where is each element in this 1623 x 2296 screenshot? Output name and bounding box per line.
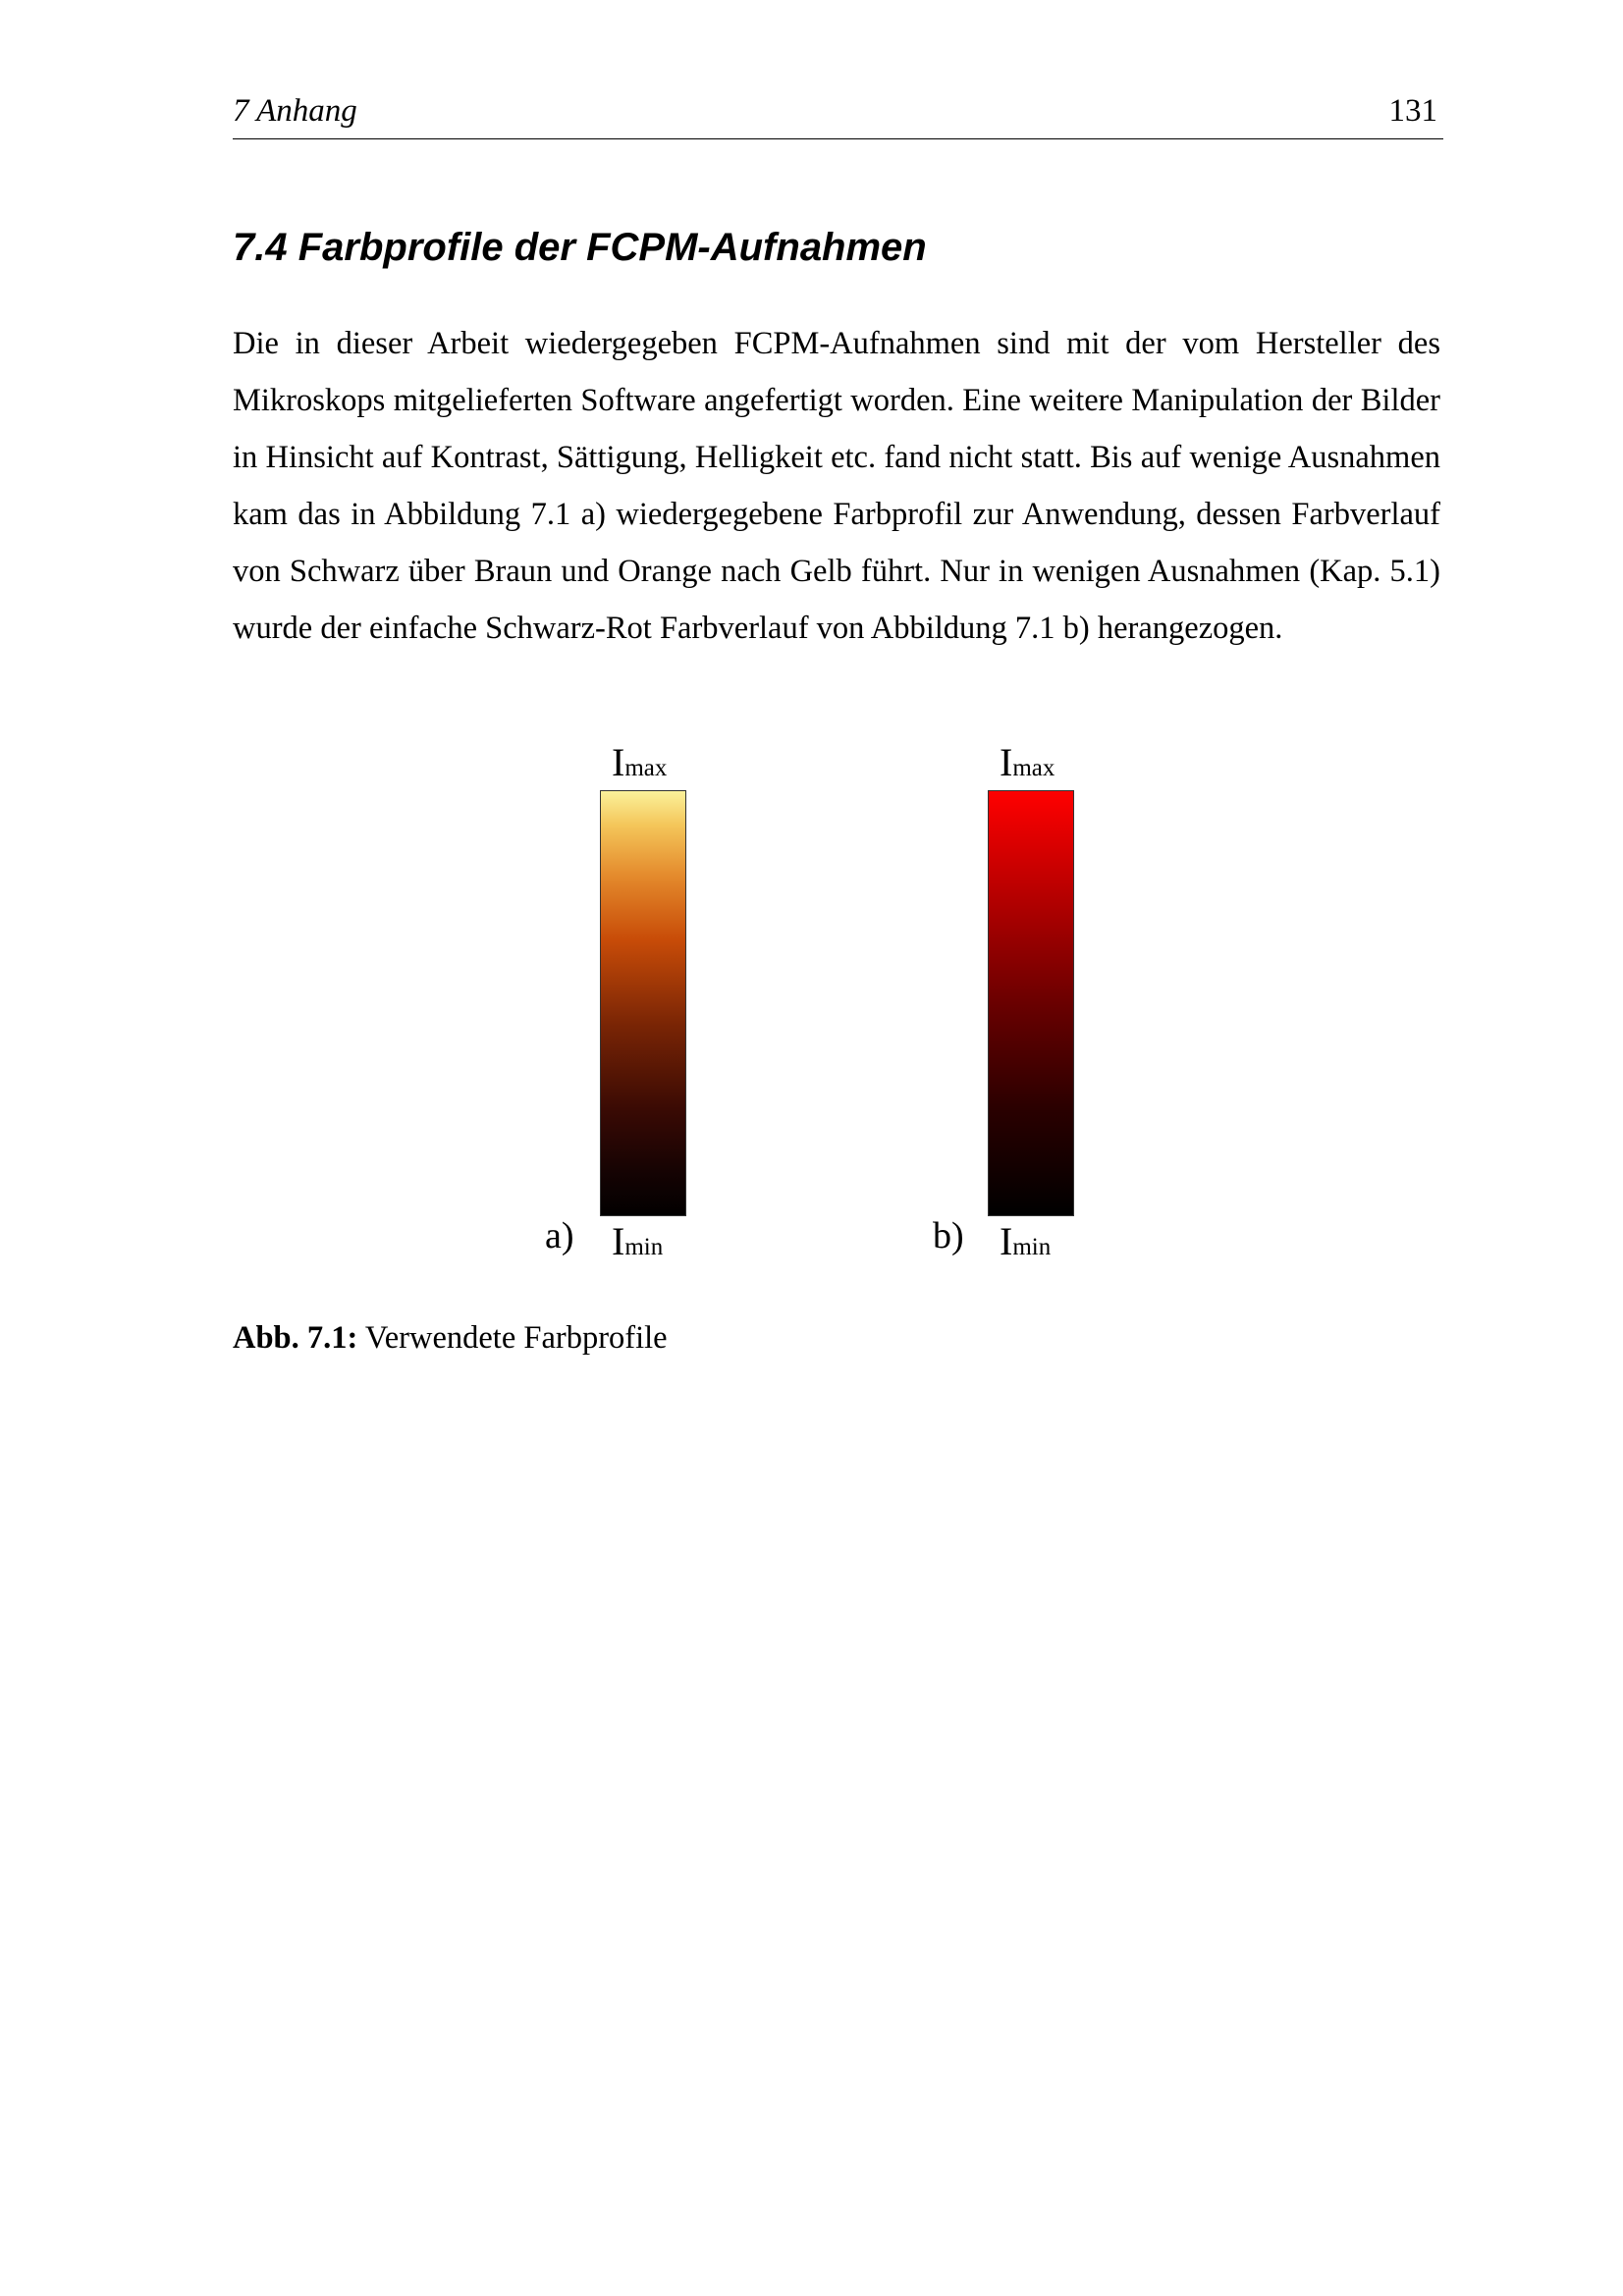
min-subscript: min [624,1234,664,1260]
figure-panel-b [923,721,1139,1281]
section-title: 7.4 Farbprofile der FCPM-Aufnahmen [233,226,927,269]
body-paragraph: Die in dieser Arbeit wiedergegeben FCPM-Aufnahmen sind mit der vom Hersteller des Mikroskops mitgelieferten Software angefertigt worden. Eine weitere Manipulation der Bilder in Hinsicht auf Kontrast, Sättigung, Helligkeit etc. fand nicht statt. Bis auf wenige Ausnahmen kam das in Abbildung 7.1 a) wiedergegebene Farbprofil zur Anwendung, dessen Farbverlauf von Schwarz über Braun und Orange nach Gelb führt. Nur in wenigen Ausnahmen (Kap. 5.1) wurde der einfache Schwarz-Rot Farbverlauf von Abbildung 7.1 b) herangezogen. [233,326,1440,646]
intensity-min-label [612,1219,664,1263]
chapter-title: 7 Anhang [233,93,357,129]
caption-label: Abb. 7.1: [233,1320,358,1356]
figure-color-profiles [535,721,1144,1281]
figure-panel-a [535,721,751,1281]
caption-text: Verwendete Farbprofile [357,1320,668,1356]
intensity-symbol: I [1000,740,1013,784]
page-number: 131 [1388,93,1437,129]
max-subscript: max [1012,755,1055,781]
figure-caption [233,1320,668,1357]
panel-letter: b) [933,1215,964,1256]
intensity-symbol: I [1000,1219,1013,1263]
intensity-max-label [1000,740,1055,784]
color-scale-bar-black-red [988,790,1074,1216]
intensity-max-label [612,740,668,784]
min-subscript: min [1012,1234,1052,1260]
color-scale-bar-black-orange-yellow [600,790,686,1216]
max-subscript: max [624,755,668,781]
page-header [233,93,1443,139]
intensity-symbol: I [612,740,625,784]
panel-letter: a) [545,1215,574,1256]
intensity-min-label [1000,1219,1052,1263]
intensity-symbol: I [612,1219,625,1263]
